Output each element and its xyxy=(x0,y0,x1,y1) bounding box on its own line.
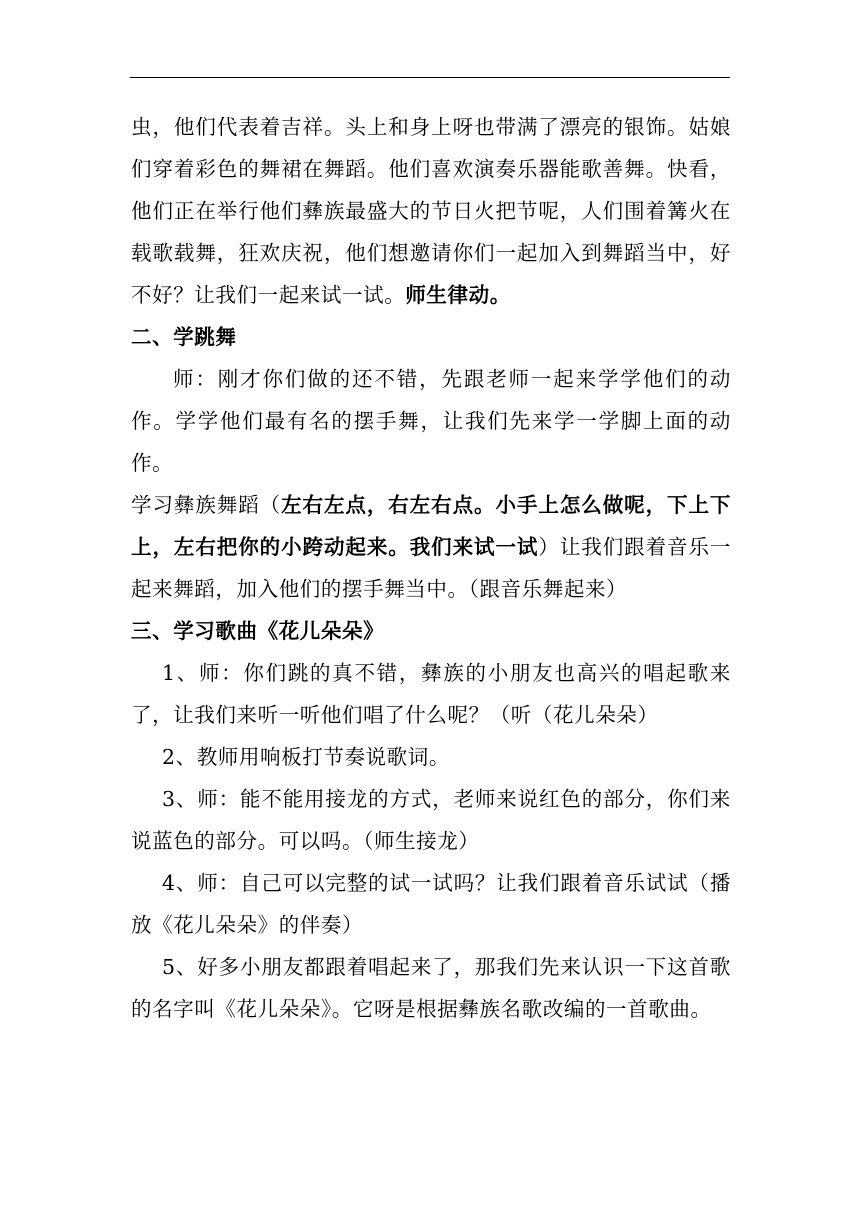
song-item-2: 2、教师用响板打节奏说歌词。 xyxy=(162,745,450,769)
song-item-1: 1、师：你们跳的真不错，彝族的小朋友也高兴的唱起歌来了，让我们来听一听他们唱了什么呢？（听（花儿朵朵） xyxy=(131,661,731,727)
dance-paragraph-1: 师：刚才你们做的还不错，先跟老师一起来学学他们的动作。学学他们最有名的摆手舞，让我们先来学一学脚上面的动作。 xyxy=(131,367,731,475)
intro-paragraph xyxy=(131,106,731,316)
intro-text: 虫，他们代表着吉祥。头上和身上呀也带满了漂亮的银饰。姑娘们穿着彩色的舞裙在舞蹈。他们喜欢演奏乐器能歌善舞。快看，他们正在举行他们彝族最盛大的节日火把节呢，人们围着篝火在载歌载舞，狂欢庆祝，他们想邀请你们一起加入到舞蹈当中，好不好？让我们一起来试一试。 xyxy=(131,115,731,307)
dance-paragraph-2 xyxy=(131,484,731,610)
dance-para2-bold: 左右左点，右左右点。小手上怎么做呢，下上下上，左右把你的小跨动起来。我们来试一试 xyxy=(131,493,731,559)
dance-para2-end: ）让我们跟着音乐一起来舞蹈，加入他们的摆手舞当中。（跟音乐舞起来） xyxy=(131,535,731,601)
song-item-4: 4、师：自己可以完整的试一试吗？让我们跟着音乐试试（播放《花儿朵朵》的伴奏） xyxy=(131,871,731,937)
header-rule xyxy=(130,77,730,78)
dance-para2-start: 学习彝族舞蹈（ xyxy=(131,493,282,517)
section-heading-dance: 二、学跳舞 xyxy=(131,325,237,349)
song-item-5: 5、好多小朋友都跟着唱起来了，那我们先来认识一下这首歌的名字叫《花儿朵朵》。它呀是根据彝族名歌改编的一首歌曲。 xyxy=(131,955,731,1021)
document-body xyxy=(131,106,731,1030)
intro-bold-text: 师生律动。 xyxy=(405,283,511,307)
song-item-3: 3、师：能不能用接龙的方式，老师来说红色的部分，你们来说蓝色的部分。可以吗。（师生接龙） xyxy=(131,787,731,853)
section-heading-song: 三、学习歌曲《花儿朵朵》 xyxy=(131,619,385,643)
